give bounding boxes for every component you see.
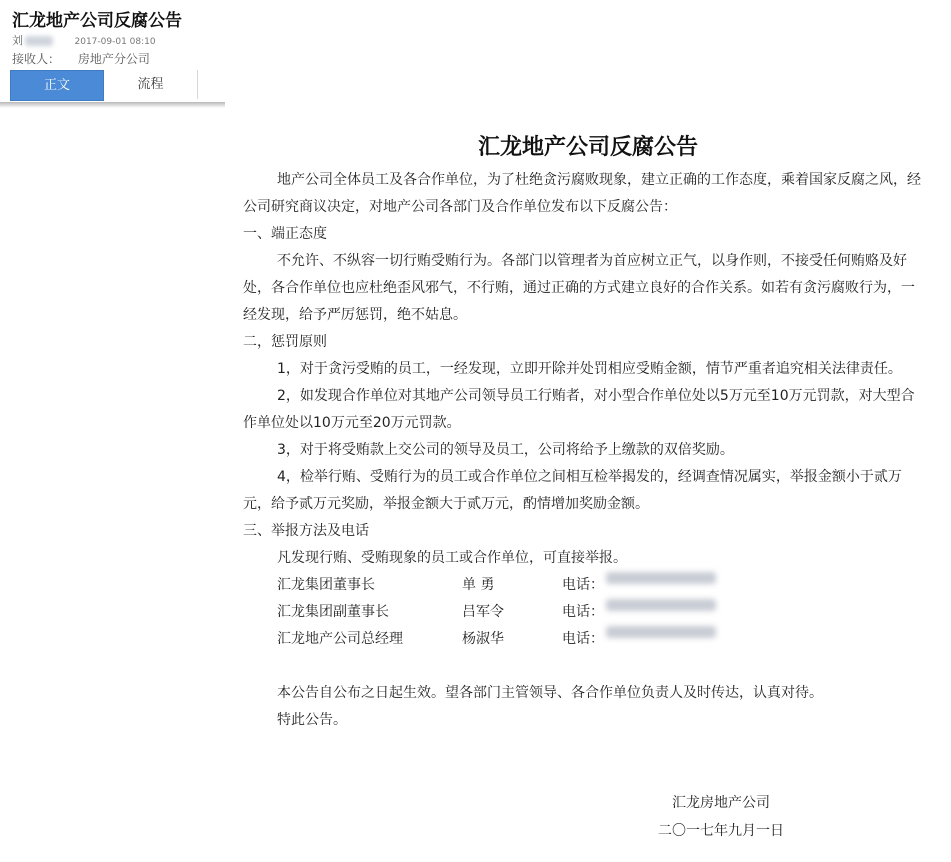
section2-heading: 二，惩罚原则 — [243, 334, 327, 350]
recipient-label: 接收人： — [12, 52, 61, 66]
section1-paragraph: 不允许、不纵容一切行贿受贿行为。各部门以管理者为首应树立正气，以身作则，不接受任何贿赂及好处，各合作单位也应杜绝歪风邪气，不行贿，通过正确的方式建立良好的合作关系。如若有贪污腐败行为，一经发现，给予严厉惩罚，绝不姑息。 — [243, 253, 915, 323]
sender-name: 刘 — [12, 34, 23, 47]
sender-name-blurred — [25, 36, 53, 46]
section1-heading: 一、端正态度 — [243, 226, 327, 242]
section2-item: 4，检举行贿、受贿行为的员工或合作单位之间相互检举揭发的，经调查情况属实，举报金额小于贰万元，给予贰万元奖励，举报金额大于贰万元，酌情增加奖励金额。 — [243, 469, 902, 512]
section2-item: 3，对于将受贿款上交公司的领导及员工，公司将给予上缴款的双倍奖励。 — [277, 442, 734, 458]
contact-row — [243, 572, 923, 599]
contact-role: 汇龙集团董事长 — [277, 577, 375, 593]
contact-name: 杨淑华 — [462, 631, 504, 647]
section2-item: 1，对于贪污受贿的员工，一经发现，立即开除并处罚相应受贿金额，情节严重者追究相关法律责任。 — [277, 361, 902, 377]
document-body — [243, 108, 923, 839]
signature-date: 二〇一七年九月一日 — [658, 823, 784, 839]
contact-name: 单 勇 — [462, 577, 495, 593]
message-header — [0, 0, 951, 105]
recipient-row — [12, 50, 150, 67]
recipient-value: 房地产分公司 — [77, 52, 150, 66]
closing-remark: 特此公告。 — [277, 712, 347, 728]
header-divider — [0, 102, 225, 108]
document-title: 汇龙地产公司反腐公告 — [477, 135, 698, 160]
signature-organization: 汇龙房地产公司 — [672, 795, 770, 811]
contact-phone-blurred — [606, 572, 716, 584]
section2-item: 2，如发现合作单位对其地产公司领导员工行贿者，对小型合作单位处以5万元至10万元罚款，对大型合作单位处以10万元至20万元罚款。 — [243, 388, 915, 431]
section3-intro: 凡发现行贿、受贿现象的员工或合作单位，可直接举报。 — [277, 550, 627, 566]
intro-paragraph: 地产公司全体员工及各合作单位，为了杜绝贪污腐败现象，建立正确的工作态度，乘着国家反腐之风，经公司研究商议决定，对地产公司各部门及合作单位发布以下反腐公告： — [243, 172, 921, 215]
contact-phone-label: 电话： — [562, 577, 604, 593]
contact-phone-blurred — [606, 599, 716, 611]
tab-body[interactable]: 正文 — [10, 70, 104, 101]
contact-role: 汇龙集团副董事长 — [277, 604, 389, 620]
contact-phone-label: 电话： — [562, 604, 604, 620]
tab-workflow[interactable]: 流程 — [104, 70, 198, 99]
sender-row — [12, 32, 156, 48]
contact-phone-label: 电话： — [562, 631, 604, 647]
contact-row — [243, 599, 923, 626]
section3-heading: 三、举报方法及电话 — [243, 523, 369, 539]
contact-phone-blurred — [606, 626, 716, 638]
message-title: 汇龙地产公司反腐公告 — [12, 11, 182, 31]
contact-row — [243, 626, 923, 653]
contact-role: 汇龙地产公司总经理 — [277, 631, 403, 647]
message-date: 2017-09-01 08:10 — [74, 37, 156, 47]
closing-paragraph: 本公告自公布之日起生效。望各部门主管领导、各合作单位负责人及时传达，认真对待。 — [277, 685, 823, 701]
blank-line — [243, 653, 923, 680]
contact-name: 吕军令 — [462, 604, 504, 620]
tab-bar — [10, 70, 198, 101]
